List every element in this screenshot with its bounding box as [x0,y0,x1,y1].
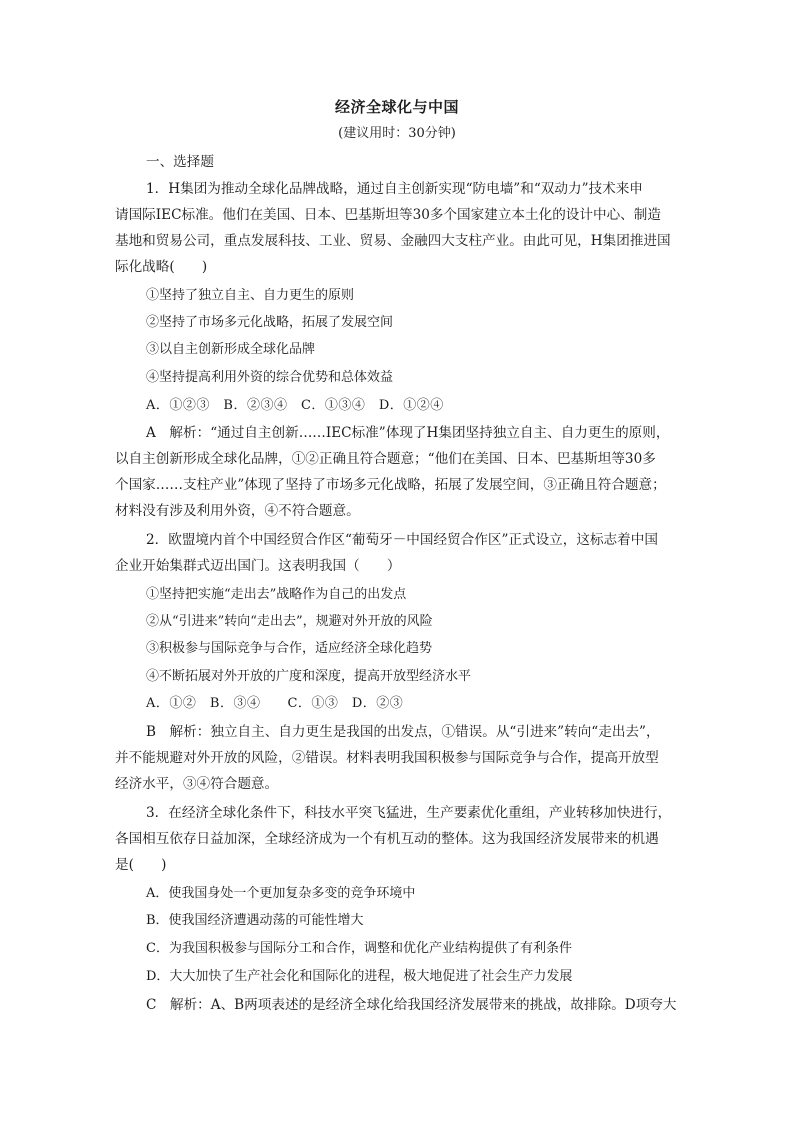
q1-stem-line: 1．H集团为推动全球化品牌战略，通过自主创新实现“防电墙”和“双动力”技术来申 [146,181,643,197]
q2-stem-line: 2．欧盟境内首个中国经贸合作区“葡萄牙－中国经贸合作区”正式设立，这标志着中国 [146,532,658,548]
q3-stem-line: 3．在经济全球化条件下，科技水平突飞猛进，生产要素优化重组，产业转移加快进行， [146,805,672,821]
q2-analysis-line: 并不能规避对外开放的风险，②错误。材料表明我国积极参与国际竞争与合作，提高开放型 [115,750,659,766]
q2-stem-line: 企业开始集群式迈出国门。这表明我国（ ） [115,558,401,574]
section-heading: 一、选择题 [146,154,214,170]
q2-option: ①坚持把实施“走出去”战略作为自己的出发点 [146,587,407,602]
q3-option: B．使我国经济遭遇动荡的可能性增大 [146,913,364,928]
q1-stem-line: 际化战略( ) [115,259,208,275]
q2-option: ③积极参与国际竞争与合作，适应经济全球化趋势 [146,641,433,656]
q3-option: A．使我国身处一个更加复杂多变的竞争环境中 [146,886,416,901]
q1-option: ②坚持了市场多元化战略，拓展了发展空间 [146,315,394,330]
q1-analysis-line: 个国家……支柱产业”体现了坚持了市场多元化战略，拓展了发展空间，③正确且符合题意； [115,477,666,493]
q1-stem-line: 基地和贸易公司，重点发展科技、工业、贸易、金融四大支柱产业。由此可见，H集团推进国 [115,233,671,249]
q1-analysis-line: A 解析：“通过自主创新……IEC标准”体现了H集团坚持独立自主、自力更生的原则， [146,425,670,441]
q2-analysis-line: 经济水平，③④符合题意。 [115,776,279,792]
q1-analysis-line: 以自主创新形成全球化品牌，①②正确且符合题意；“他们在美国、日本、巴基斯坦等30多 [115,451,656,467]
q1-option: ③以自主创新形成全球化品牌 [146,342,316,357]
page-title: 经济全球化与中国 [334,98,459,116]
q3-option: C．为我国积极参与国际分工和合作，调整和优化产业结构提供了有利条件 [146,941,572,956]
q1-stem-line: 请国际IEC标准。他们在美国、日本、巴基斯坦等30多个国家建立本土化的设计中心、制造 [115,207,661,223]
q2-analysis-line: B 解析：独立自主、自力更生是我国的出发点，①错误。从“引进来”转向“走出去”， [146,724,660,740]
q3-option: D．大大加快了生产社会化和国际化的进程，极大地促进了社会生产力发展 [146,969,573,984]
q3-stem-line: 是( ) [115,857,167,873]
q2-option: ④不断拓展对外开放的广度和深度，提高开放型经济水平 [146,669,472,684]
page-subtitle: (建议用时：30分钟) [338,126,456,141]
q1-option: ④坚持提高利用外资的综合优势和总体效益 [146,370,394,385]
q1-answer-choices: A．①②③ B．②③④ C．①③④ D．①②④ [146,398,444,413]
q1-analysis-line: 材料没有涉及利用外资，④不符合题意。 [115,503,360,519]
q2-option: ②从“引进来”转向“走出去”，规避对外开放的风险 [146,614,433,629]
q2-answer-choices: A．①② B．③④ C．①③ D．②③ [146,696,404,711]
q3-analysis-line: C 解析：A、B两项表述的是经济全球化给我国经济发展带来的挑战，故排除。D项夸大 [146,997,677,1013]
q3-stem-line: 各国相互依存日益加深，全球经济成为一个有机互动的整体。这为我国经济发展带来的机遇 [115,831,659,847]
q1-option: ①坚持了独立自主、自力更生的原则 [146,288,355,303]
